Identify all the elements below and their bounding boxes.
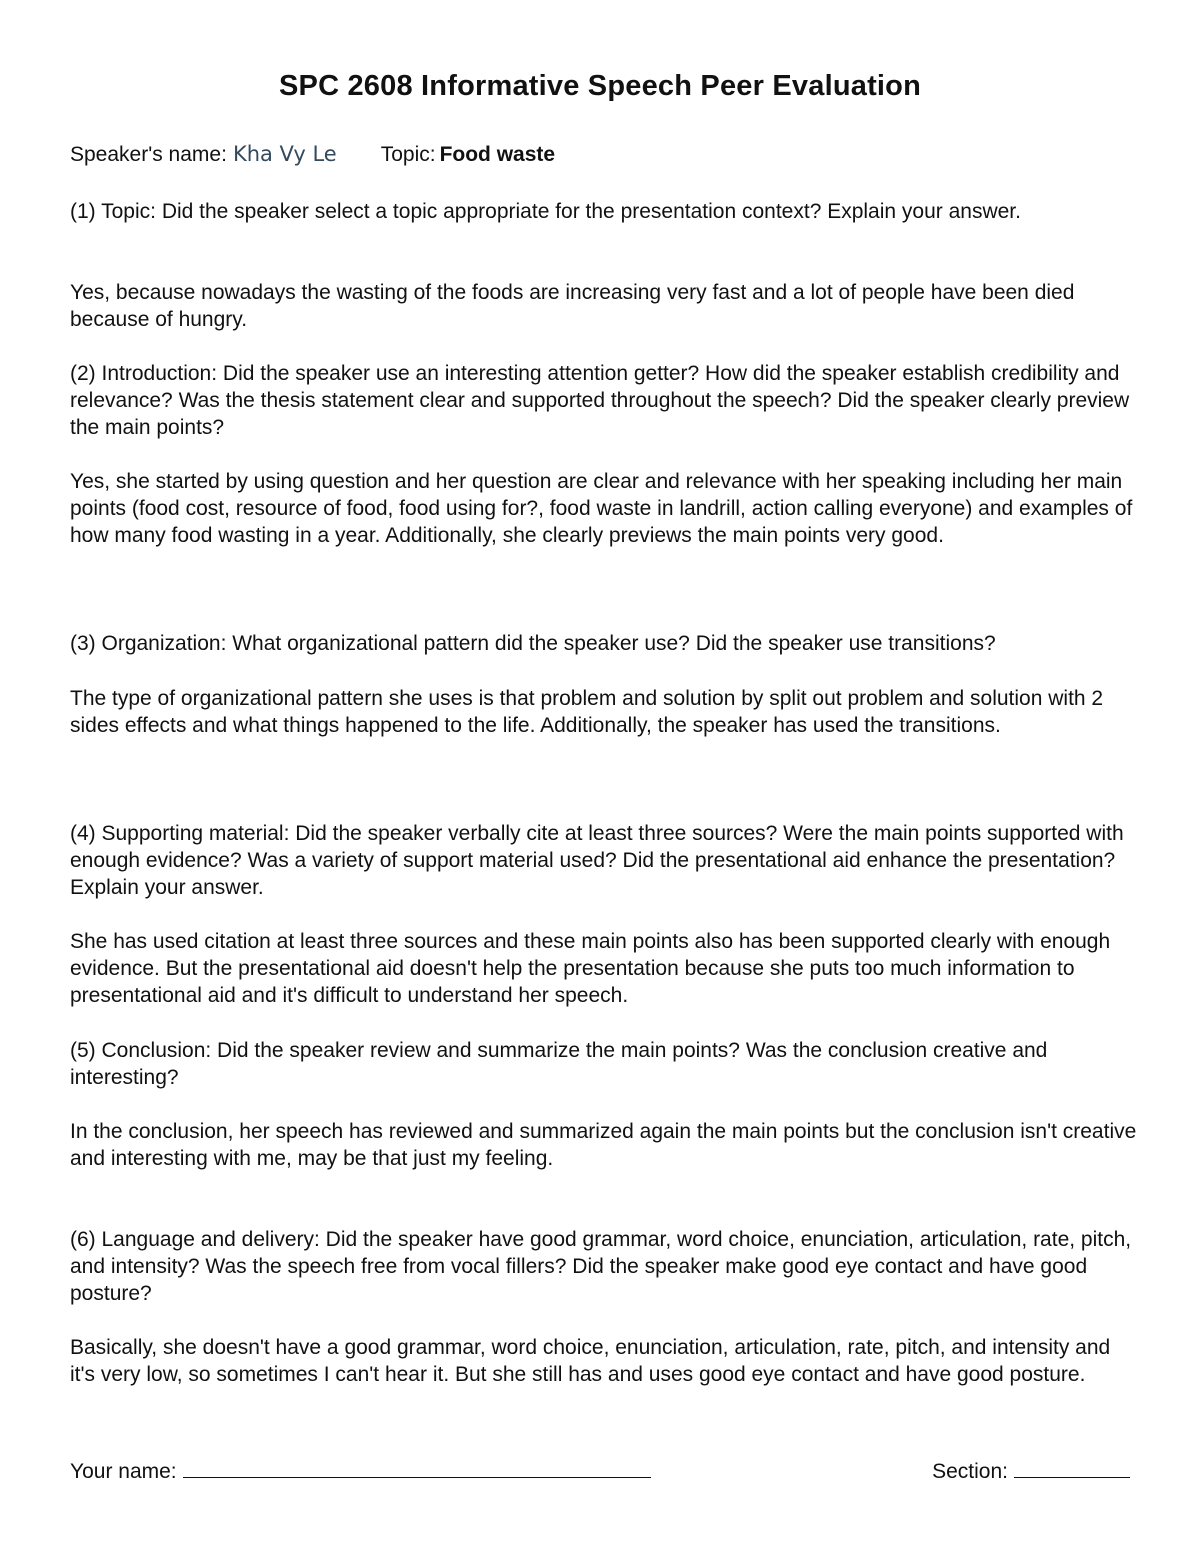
speaker-topic-line bbox=[70, 142, 555, 167]
section-label: Section: bbox=[932, 1460, 1008, 1483]
question-1: (1) Topic: Did the speaker select a topic appropriate for the presentation context? Explain your answer. bbox=[70, 200, 1021, 223]
page-title: SPC 2608 Informative Speech Peer Evaluation bbox=[278, 70, 922, 102]
topic-value: Food waste bbox=[439, 143, 556, 166]
answer-2: Yes, she started by using question and her question are clear and relevance with her speaking including her main points (food cost, resource of food, food using for?, food waste in landrill, action calling everyone) and examples of how many food wasting in a year. Additionally, she clearly previews the main points very good. bbox=[70, 470, 1133, 547]
your-name-blank[interactable] bbox=[183, 1457, 651, 1478]
question-5: (5) Conclusion: Did the speaker review and summarize the main points? Was the conclusion creative and interesting? bbox=[70, 1039, 1048, 1089]
answer-6: Basically, she doesn't have a good grammar, word choice, enunciation, articulation, rate, pitch, and intensity and it's very low, so sometimes I can't hear it. But she still has and uses good eye contact and have good posture. bbox=[70, 1336, 1111, 1386]
speaker-name-label: Speaker's name: bbox=[70, 143, 227, 166]
answer-5: In the conclusion, her speech has reviewed and summarized again the main points but the conclusion isn't creative and interesting with me, may be that just my feeling. bbox=[70, 1120, 1137, 1170]
section-blank[interactable] bbox=[1014, 1457, 1130, 1478]
question-4: (4) Supporting material: Did the speaker verbally cite at least three sources? Were the main points supported with enough evidence? Was a variety of support material used? Did the presentational aid enhance the presentation? Explain your answer. bbox=[70, 822, 1124, 899]
your-name-label: Your name: bbox=[70, 1460, 177, 1483]
section-line bbox=[932, 1457, 1130, 1484]
answer-3: The type of organizational pattern she uses is that problem and solution by split out problem and solution with 2 sides effects and what things happened to the life. Additionally, the speaker has used the transitions. bbox=[70, 687, 1104, 737]
question-2: (2) Introduction: Did the speaker use an interesting attention getter? How did the speaker establish credibility and relevance? Was the thesis statement clear and supported throughout the speech? Did the speaker clearly preview the main points? bbox=[70, 362, 1130, 439]
question-3: (3) Organization: What organizational pattern did the speaker use? Did the speaker use transitions? bbox=[70, 632, 996, 655]
speaker-name-value: Kha Vy Le bbox=[232, 142, 337, 166]
question-6: (6) Language and delivery: Did the speaker have good grammar, word choice, enunciation, articulation, rate, pitch, and intensity? Was the speech free from vocal fillers? Did the speaker make good eye contact and have good posture? bbox=[70, 1228, 1132, 1305]
answer-4: She has used citation at least three sources and these main points also has been supported clearly with enough evidence. But the presentational aid doesn't help the presentation because she puts too much information to presentational aid and it's difficult to understand her speech. bbox=[70, 930, 1111, 1007]
topic-label: Topic: bbox=[380, 143, 436, 166]
answer-1: Yes, because nowadays the wasting of the foods are increasing very fast and a lot of people have been died because of hungry. bbox=[70, 281, 1075, 331]
your-name-line bbox=[70, 1457, 651, 1484]
